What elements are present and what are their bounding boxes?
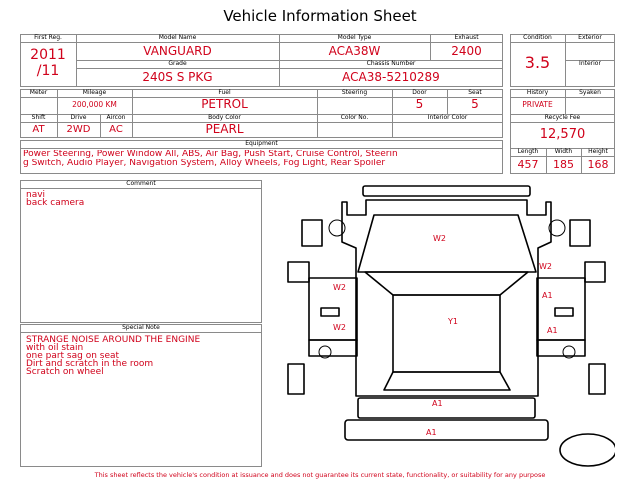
- left-rear-wheel: [288, 364, 304, 394]
- seat-value: 5: [471, 97, 479, 111]
- damage-code: A1: [542, 291, 553, 300]
- hood-panel: [358, 215, 536, 272]
- windshield: [365, 272, 528, 295]
- special-note-line: one part sag on seat: [26, 351, 120, 361]
- body-color-value: PEARL: [205, 122, 244, 136]
- right-rear-wheel: [589, 364, 605, 394]
- height-label: Height: [588, 148, 608, 155]
- interior-color-label: Interior Color: [427, 114, 468, 121]
- damage-code: A1: [426, 428, 437, 437]
- special-note-line: with oil stain: [26, 343, 84, 353]
- left-front-fender: [288, 262, 309, 282]
- recycle-value: 12,570: [539, 127, 586, 142]
- damage-code: A1: [432, 399, 443, 408]
- special-note-line: Scratch on wheel: [26, 367, 104, 377]
- comment-label: Comment: [126, 180, 156, 187]
- door-label: Door: [412, 89, 427, 96]
- meter-label: Meter: [29, 89, 48, 96]
- sheet-title: Vehicle Information Sheet: [223, 7, 417, 25]
- grade-label: Grade: [168, 60, 187, 67]
- rear-window: [384, 372, 510, 390]
- damage-code: Y1: [448, 317, 458, 326]
- aircon-label: Aircon: [106, 114, 126, 121]
- color-no-label: Color No.: [340, 114, 369, 121]
- shift-label: Shift: [31, 114, 46, 121]
- first-reg-label: First Reg.: [34, 34, 62, 41]
- drive-value: 2WD: [66, 124, 91, 135]
- damage-code: W2: [333, 283, 346, 292]
- comment-line: back camera: [26, 198, 85, 208]
- first-reg-month: /11: [36, 63, 60, 79]
- door-value: 5: [415, 97, 424, 111]
- damage-code: W2: [539, 262, 552, 271]
- model-name-value: VANGUARD: [143, 44, 212, 58]
- car-body-outline: [342, 200, 551, 396]
- equipment-line-2: g Switch, Audio Player, Navigation System, Alloy Wheels, Fog Light, Rear Spoiler: [23, 159, 386, 168]
- right-mirror: [555, 308, 573, 316]
- condition-grade: 3.5: [524, 54, 551, 72]
- car-damage-diagram: [270, 178, 615, 470]
- rear-bumper: [345, 420, 548, 440]
- damage-code: W2: [433, 234, 446, 243]
- model-type-label: Model Type: [337, 34, 372, 41]
- shift-value: AT: [32, 124, 45, 135]
- first-reg-year: 2011: [30, 47, 66, 63]
- special-note-line: STRANGE NOISE AROUND THE ENGINE: [26, 335, 201, 345]
- spare-wheel: [560, 434, 615, 466]
- left-rear-door: [309, 340, 357, 356]
- equipment-line-1: Power Steering, Power Window All, ABS, Air Bag, Push Start, Cruise Control, Steerin: [23, 150, 398, 159]
- comment-line: navi: [26, 190, 46, 200]
- width-label: Width: [554, 148, 573, 155]
- history-value: PRIVATE: [522, 100, 553, 109]
- drive-label: Drive: [70, 114, 87, 121]
- left-mirror: [321, 308, 339, 316]
- exhaust-label: Exhaust: [454, 34, 479, 41]
- right-front-door: [537, 278, 585, 340]
- equipment-label: Equipment: [245, 140, 278, 147]
- steering-label: Steering: [341, 89, 368, 96]
- special-note-line: Dirt and scratch in the room: [26, 359, 154, 369]
- damage-code: A1: [547, 326, 558, 335]
- rear-hatch: [358, 398, 535, 418]
- aircon-value: AC: [109, 124, 123, 135]
- seat-label: Seat: [468, 89, 482, 96]
- history-label: History: [526, 89, 549, 96]
- syaken-label: Syaken: [579, 89, 601, 96]
- right-front-wheel: [570, 220, 590, 246]
- length-label: Length: [517, 148, 539, 155]
- model-name-label: Model Name: [158, 34, 197, 41]
- model-type-value: ACA38W: [328, 44, 381, 58]
- left-front-wheel: [302, 220, 322, 246]
- special-note-label: Special Note: [122, 324, 160, 331]
- right-rear-door: [537, 340, 585, 356]
- fuel-label: Fuel: [218, 89, 231, 96]
- mileage-label: Mileage: [82, 89, 107, 96]
- width-value: 185: [553, 158, 574, 171]
- disclaimer-footer: This sheet reflects the vehicle's condition at issuance and does not guarantee its current state, functionality, or suitability for any purpose: [94, 471, 546, 479]
- exterior-label: Exterior: [578, 34, 602, 41]
- exhaust-value: 2400: [451, 44, 482, 58]
- condition-label: Condition: [523, 34, 552, 41]
- mileage-value: 200,000 KM: [72, 100, 117, 109]
- body-color-label: Body Color: [208, 114, 241, 121]
- chassis-value: ACA38-5210289: [342, 70, 440, 84]
- damage-code: W2: [333, 323, 346, 332]
- right-front-fender: [585, 262, 605, 282]
- grade-value: 240S S PKG: [142, 70, 213, 84]
- front-bumper: [363, 186, 530, 196]
- length-value: 457: [517, 158, 539, 171]
- fuel-value: PETROL: [201, 97, 248, 111]
- recycle-label: Recycle Fee: [544, 114, 581, 121]
- interior-label: Interior: [579, 60, 601, 67]
- roof-panel: [393, 295, 500, 372]
- height-value: 168: [587, 158, 609, 171]
- chassis-label: Chassis Number: [366, 60, 416, 67]
